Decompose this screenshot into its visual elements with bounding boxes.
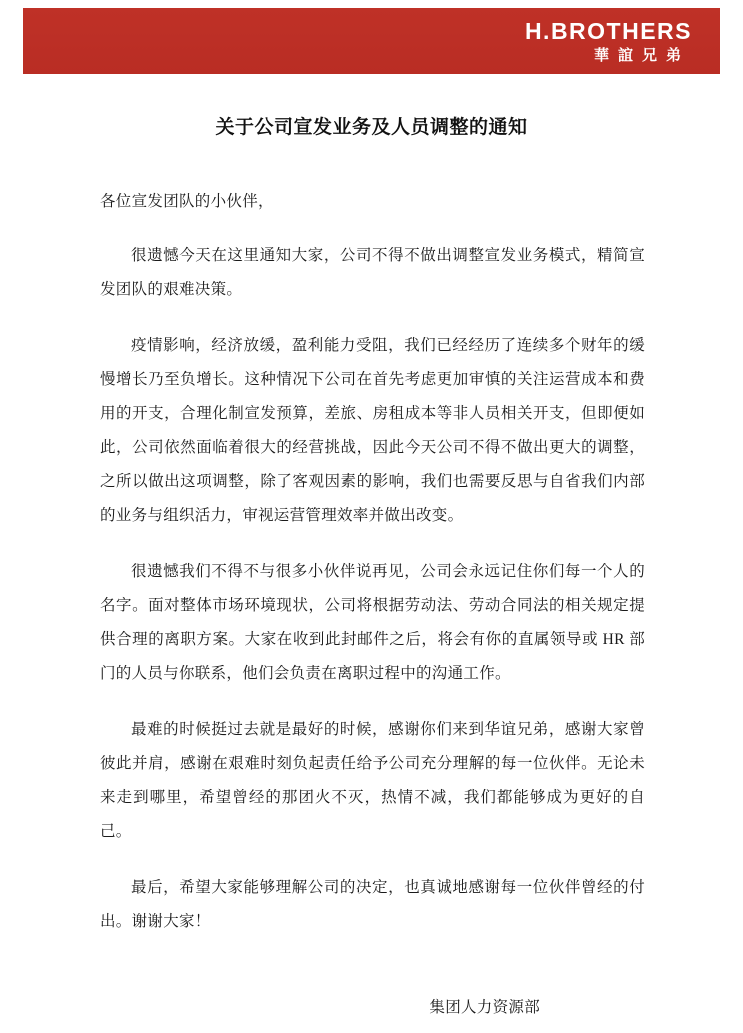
paragraph-2: 疫情影响，经济放缓，盈利能力受阻，我们已经经历了连续多个财年的缓慢增长乃至负增长。这种情况下公司在首先考虑更加审慎的关注运营成本和费用的开支，合理化制宣发预算，差旅、房租成本等非人员相关开支，但即便如此，公司依然面临着很大的经营挑战，因此今天公司不得不做出更大的调整，之所以做出这项调整，除了客观因素的影响，我们也需要反思与自省我们内部的业务与组织活力，审视运营管理效率并做出改变。 [100,337,645,524]
paragraph-5: 最后，希望大家能够理解公司的决定，也真诚地感谢每一位伙伴曾经的付出。谢谢大家！ [100,879,645,930]
logo-latin-text: H.BROTHERS [524,18,692,44]
document-body [0,74,743,1033]
signature-line: 集团人力资源部 [429,999,540,1016]
letterhead-banner [23,8,720,74]
salutation: 各位宣发团队的小伙伴， [100,193,274,210]
logo-chinese-text: 華誼兄弟 [593,47,690,64]
paragraph-4: 最难的时候挺过去就是最好的时候，感谢你们来到华谊兄弟，感谢大家曾彼此并肩，感谢在艰难时刻负起责任给予公司充分理解的每一位伙伴。无论未来走到哪里，希望曾经的那团火不灭，热情不减，我们都能够成为更好的自己。 [100,721,645,840]
document-content [0,187,743,1017]
paragraph-1: 很遗憾今天在这里通知大家，公司不得不做出调整宣发业务模式，精简宣发团队的艰难决策。 [100,247,645,298]
page-title: 关于公司宣发业务及人员调整的通知 [215,117,528,138]
company-logo [525,18,692,66]
paragraph-3: 很遗憾我们不得不与很多小伙伴说再见，公司会永远记住你们每一个人的名字。面对整体市场环境现状，公司将根据劳动法、劳动合同法的相关规定提供合理的离职方案。大家在收到此封邮件之后，将会有你的直属领导或 HR 部门的人员与你联系，他们会负责在离职过程中的沟通工作。 [100,563,645,682]
